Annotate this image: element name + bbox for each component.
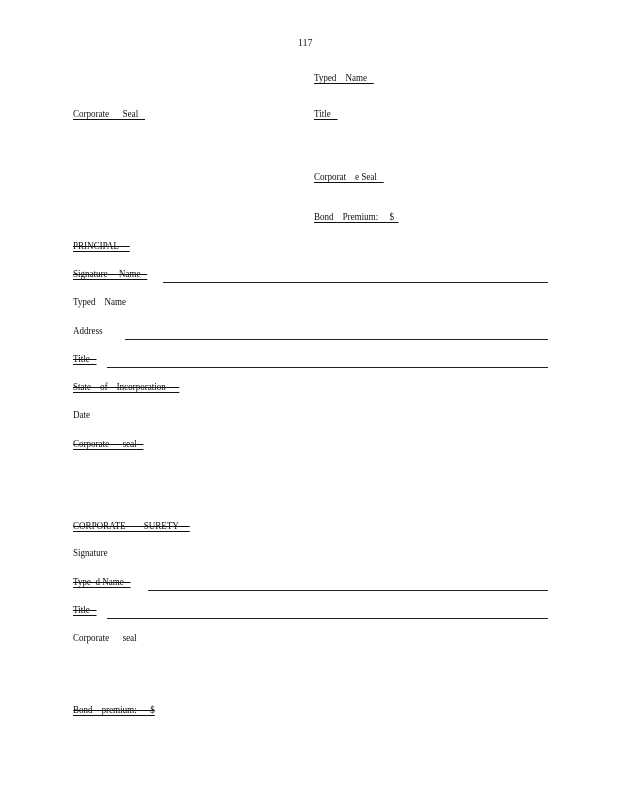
right-corporate-seal-label: Corporat e Seal [314,172,384,183]
principal-title-line [107,367,548,368]
principal-address-line [125,339,548,340]
surety-typed-name-line [148,590,548,591]
right-title-label: Title [314,109,338,120]
principal-signature-name-label: Signature Name [73,269,148,280]
right-typed-name-label: Typed Name [314,73,374,84]
right-bond-premium-label: Bond Premium: $ [314,212,399,223]
left-corporate-seal-label: Corporate Seal [73,109,145,120]
page-number: 117 [298,37,313,49]
surety-corporate-seal-label: Corporate seal [73,633,137,644]
principal-signature-line [163,282,548,283]
surety-title-line [107,618,548,619]
footer-bond-premium-label: Bond premium: $ [73,705,155,716]
surety-signature-label: Signature [73,548,108,559]
surety-typed-name-label: Type d Name [73,577,131,588]
surety-heading: CORPORATE SURETY [73,521,190,532]
principal-typed-name-label: Typed Name [73,297,127,308]
principal-heading: PRINCIPAL [73,241,130,252]
principal-state-label: State of Incorporation [73,382,180,393]
principal-corporate-seal-label: Corporate seal [73,439,144,450]
principal-title-label: Title [73,354,97,365]
principal-date-label: Date [73,410,91,421]
surety-title-label: Title [73,605,97,616]
principal-address-label: Address [73,326,103,337]
